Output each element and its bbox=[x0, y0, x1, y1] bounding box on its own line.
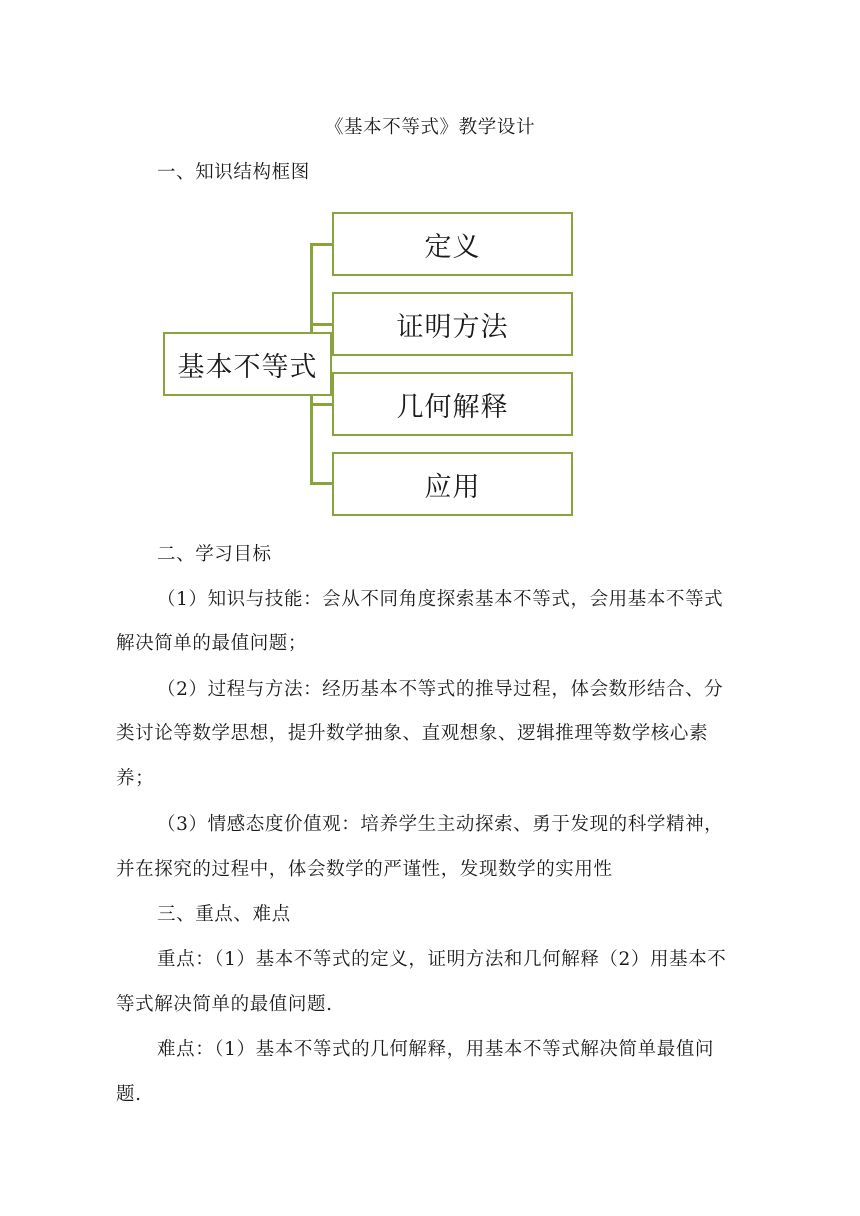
document-title: 《基本不等式》教学设计 bbox=[324, 117, 536, 138]
diagram-connector-branch-3 bbox=[310, 403, 334, 406]
diagram-root-box: 基本不等式 bbox=[163, 332, 332, 396]
objective-2-line-2: 类讨论等数学思想，提升数学抽象、直观想象、逻辑推理等数学核心素 bbox=[116, 723, 709, 744]
objective-1-line-1: （1）知识与技能：会从不同角度探索基本不等式，会用基本不等式 bbox=[157, 589, 724, 610]
difficulty-line-1: 难点：（1）基本不等式的几何解释，用基本不等式解决简单最值问 bbox=[157, 1039, 715, 1060]
section-heading-objectives: 二、学习目标 bbox=[157, 544, 272, 565]
diagram-branch-geometric-interpretation: 几何解释 bbox=[332, 372, 573, 436]
diagram-connector-branch-2 bbox=[310, 323, 334, 326]
objective-2-line-3: 养； bbox=[116, 768, 155, 789]
section-heading-keypoints: 三、重点、难点 bbox=[157, 904, 291, 925]
difficulty-line-2: 题. bbox=[116, 1084, 142, 1105]
section-heading-structure: 一、知识结构框图 bbox=[157, 162, 310, 183]
keypoint-line-2: 等式解决简单的最值问题. bbox=[116, 994, 333, 1015]
objective-3-line-1: （3）情感态度价值观：培养学生主动探索、勇于发现的科学精神， bbox=[157, 814, 724, 835]
diagram-connector-branch-4 bbox=[310, 482, 334, 485]
diagram-connector-branch-1 bbox=[310, 243, 334, 246]
diagram-branch-proof-methods: 证明方法 bbox=[332, 292, 573, 356]
diagram-branch-definition: 定义 bbox=[332, 212, 573, 276]
diagram-branch-applications: 应用 bbox=[332, 452, 573, 516]
objective-1-line-2: 解决简单的最值问题； bbox=[116, 633, 308, 654]
objective-3-line-2: 并在探究的过程中，体会数学的严谨性，发现数学的实用性 bbox=[116, 859, 613, 880]
objective-2-line-1: （2）过程与方法：经历基本不等式的推导过程，体会数形结合、分 bbox=[157, 679, 724, 700]
keypoint-line-1: 重点：（1）基本不等式的定义，证明方法和几何解释（2）用基本不 bbox=[157, 949, 727, 970]
